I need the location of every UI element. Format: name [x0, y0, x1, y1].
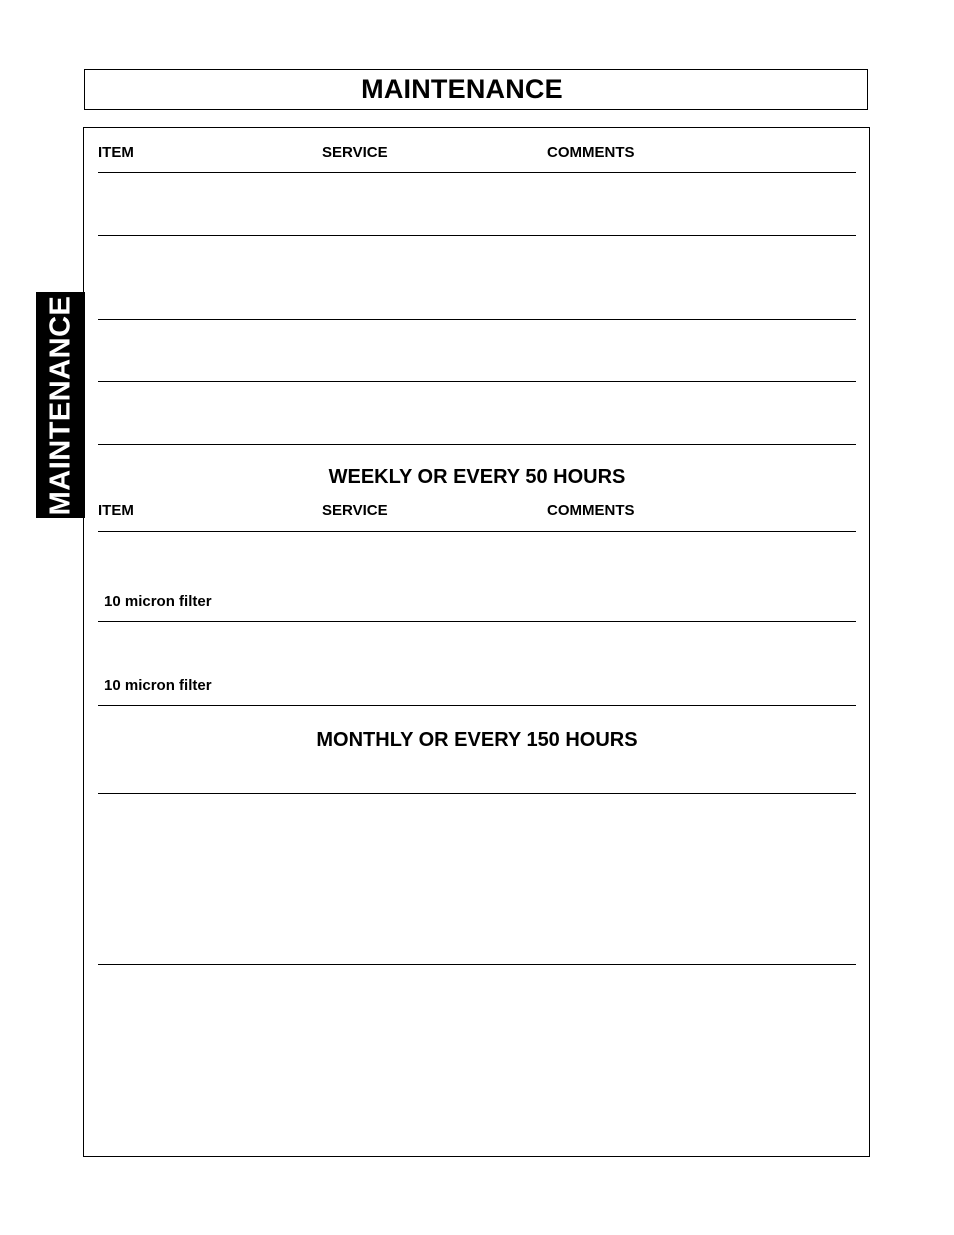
row-divider	[98, 444, 856, 445]
row-divider	[98, 235, 856, 236]
column-header-item: ITEM	[98, 144, 134, 161]
row-divider	[98, 319, 856, 320]
table-row-item: 10 micron filter	[104, 677, 212, 694]
page-title-box	[84, 69, 868, 110]
header-divider	[98, 172, 856, 173]
row-divider	[98, 621, 856, 622]
section-title-weekly: WEEKLY OR EVERY 50 HOURS	[328, 466, 626, 488]
page-title: MAINTENANCE	[361, 74, 563, 104]
column-header-item: ITEM	[98, 502, 134, 519]
column-header-service: SERVICE	[322, 502, 388, 519]
row-divider	[98, 793, 856, 794]
maintenance-table-frame	[83, 127, 870, 1157]
header-divider	[98, 531, 856, 532]
row-divider	[98, 705, 856, 706]
column-header-comments: COMMENTS	[547, 502, 635, 519]
row-divider	[98, 964, 856, 965]
side-tab	[36, 292, 85, 518]
section-title-monthly: MONTHLY OR EVERY 150 HOURS	[316, 729, 638, 751]
table-row-item: 10 micron filter	[104, 593, 212, 610]
column-header-comments: COMMENTS	[547, 144, 635, 161]
row-divider	[98, 381, 856, 382]
side-tab-label: MAINTENANCE	[44, 295, 76, 515]
column-header-service: SERVICE	[322, 144, 388, 161]
